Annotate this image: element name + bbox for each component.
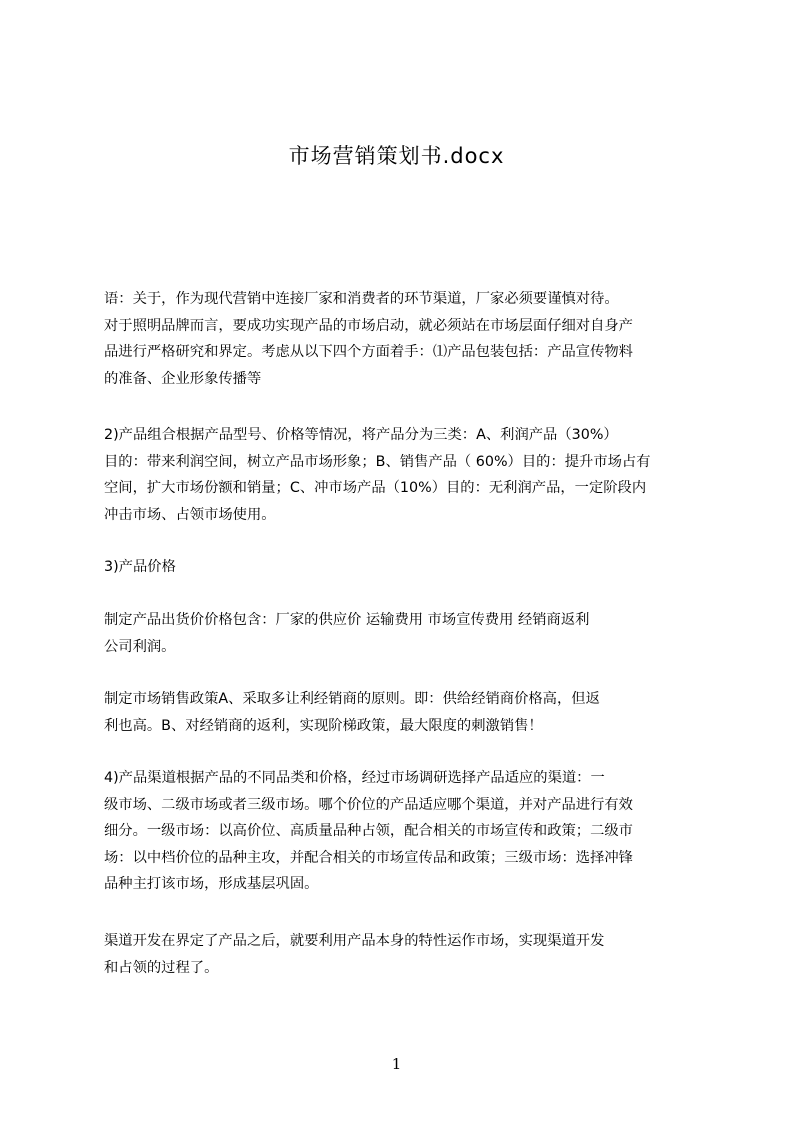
paragraph-line: 的准备、企业形象传播等 <box>104 370 262 387</box>
paragraph-line: 制定市场销售政策A、采取多让利经销商的原则。即：供给经销商价格高，但返 <box>104 691 600 707</box>
paragraph-channels <box>104 765 700 898</box>
paragraph-line: 和占领的过程了。 <box>104 959 219 976</box>
paragraph-line: 制定产品出货价价格包含：厂家的供应价 运输费用 市场宣传费用 经销商返利 <box>104 612 590 628</box>
paragraph-line: 对于照明品牌而言，要成功实现产品的市场启动，就必须站在市场层面仔细对自身产 <box>104 317 633 334</box>
paragraph-line: 级市场、二级市场或者三级市场。哪个价位的产品适应哪个渠道，并对产品进行有效 <box>104 796 633 813</box>
paragraph-line: 3)产品价格 <box>104 559 176 575</box>
paragraph-line: 2)产品组合根据产品型号、价格等情况，将产品分为三类：A、利润产品（30%） <box>104 427 618 443</box>
paragraph-product-price <box>104 554 700 581</box>
paragraph-intro <box>104 286 700 392</box>
paragraph-line: 细分。一级市场：以高价位、高质量品种占领，配合相关的市场宣传和政策；二级市 <box>104 823 633 839</box>
paragraph-line: 品进行严格研究和界定。考虑从以下四个方面着手：⑴产品包装包括：产品宣传物料 <box>104 344 633 360</box>
paragraph-sales-policy <box>104 686 700 739</box>
document-title: 市场营销策划书.docx <box>288 144 505 168</box>
paragraph-line: 公司利润。 <box>104 638 176 655</box>
paragraph-price-composition <box>104 607 700 660</box>
paragraph-line: 4)产品渠道根据产品的不同品类和价格，经过市场调研选择产品适应的渠道：一 <box>104 770 605 786</box>
paragraph-line: 目的：带来利润空间，树立产品市场形象；B、销售产品（ 60%）目的：提升市场占有 <box>104 453 651 470</box>
paragraph-line: 语：关于，作为现代营销中连接厂家和消费者的环节渠道，厂家必须要谨慎对待。 <box>104 291 619 307</box>
paragraph-line: 利也高。B、对经销商的返利，实现阶梯政策，最大限度的刺激销售！ <box>104 717 543 734</box>
page-number: 1 <box>391 1055 402 1073</box>
paragraph-line: 场：以中档价位的品种主攻，并配合相关的市场宣传品和政策；三级市场：选择冲锋 <box>104 849 633 866</box>
paragraph-line: 冲击市场、占领市场使用。 <box>104 506 276 523</box>
paragraph-line: 渠道开发在界定了产品之后，就要利用产品本身的特性运作市场，实现渠道开发 <box>104 933 605 949</box>
paragraph-product-mix <box>104 422 700 528</box>
paragraph-line: 空间，扩大市场份额和销量；C、冲市场产品（10%）目的：无利润产品，一定阶段内 <box>104 480 647 496</box>
paragraph-line: 品种主打该市场，形成基层巩固。 <box>104 876 319 892</box>
paragraph-channel-development <box>104 928 700 981</box>
